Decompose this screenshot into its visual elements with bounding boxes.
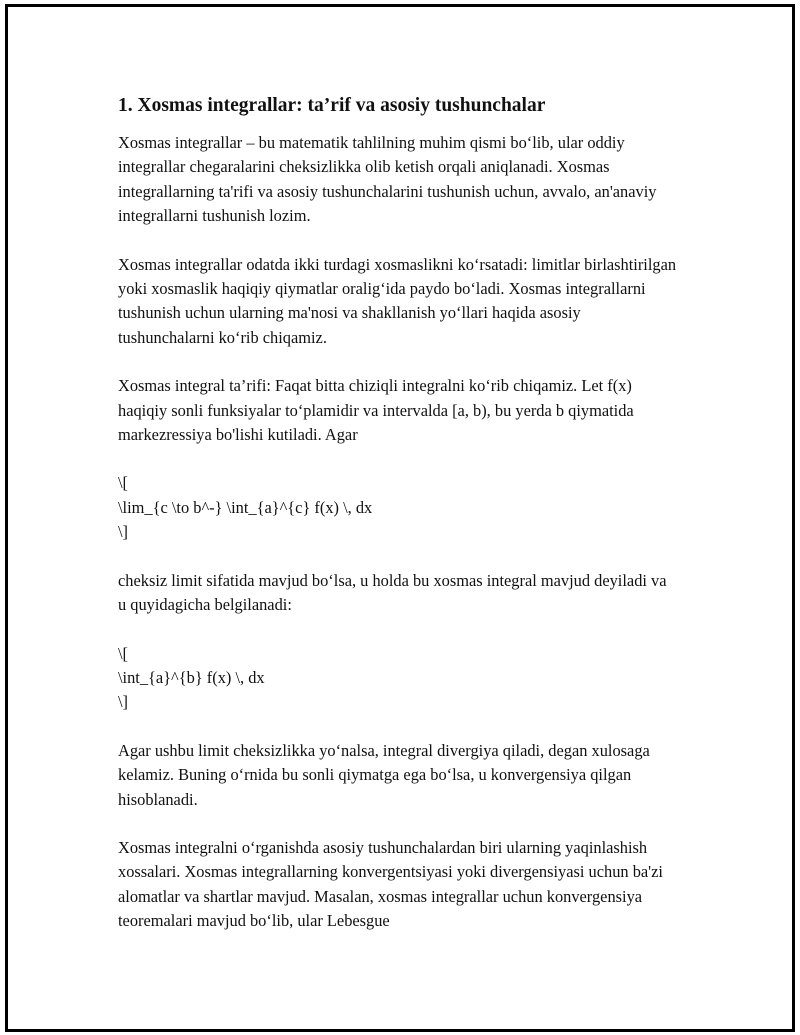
paragraph-definition: Xosmas integral ta’rifi: Faqat bitta chiziqli integralni ko‘rib chiqamiz. Let f(x) haqiqiy sonli funksiyalar to‘plamidir va intervalda [a, b), bu yerda b qiymatida markezressiya bo'lishi kutiladi. Agar	[118, 376, 634, 445]
paragraph-exists: cheksiz limit sifatida mavjud bo‘lsa, u holda bu xosmas integral mavjud deyiladi va u quyidagicha belgilanadi:	[118, 570, 667, 615]
section-heading: 1. Xosmas integrallar: ta’rif va asosiy tushunchalar	[118, 95, 546, 116]
paragraph-intro: Xosmas integrallar – bu matematik tahlilning muhim qismi bo‘lib, ular oddiy integrallar chegaralarini cheksizlikka olib ketish orqali aniqlanadi. Xosmas integrallarning ta'rifi va asosiy tushunchalarini tushunish uchun, avvalo, an'anaviy integrallarni tushunish lozim.	[118, 133, 657, 226]
paragraph-types: Xosmas integrallar odatda ikki turdagi xosmaslikni ko‘rsatadi: limitlar birlashtirilgan yoki xosmaslik haqiqiy qiymatlar oralig‘ida paydo bo‘ladi. Xosmas integrallarni tushunish uchun ularning ma'nosi va shakllanish yo‘llari haqida asosiy tushunchalarni ko‘rib chiqamiz.	[118, 254, 677, 347]
formula-limit: \[ \lim_{c \to b^-} \int_{a}^{c} f(x) \, dx \]	[118, 473, 373, 542]
document-body	[118, 93, 678, 934]
formula-integral: \[ \int_{a}^{b} f(x) \, dx \]	[118, 643, 265, 712]
paragraph-convergence: Xosmas integralni o‘rganishda asosiy tushunchalardan biri ularning yaqinlashish xossalari. Xosmas integrallarning konvergentsiyasi yoki divergensiyasi uchun ba'zi alomatlar va shartlar mavjud. Masalan, xosmas integrallar uchun konvergensiya teoremalari mavjud bo‘lib, ular Lebesgue	[118, 837, 663, 931]
paragraph-divergence: Agar ushbu limit cheksizlikka yo‘nalsa, integral divergiya qiladi, degan xulosaga kelamiz. Buning o‘rnida bu sonli qiymatga ega bo‘lsa, u konvergensiya qilgan hisoblanadi.	[118, 740, 650, 809]
